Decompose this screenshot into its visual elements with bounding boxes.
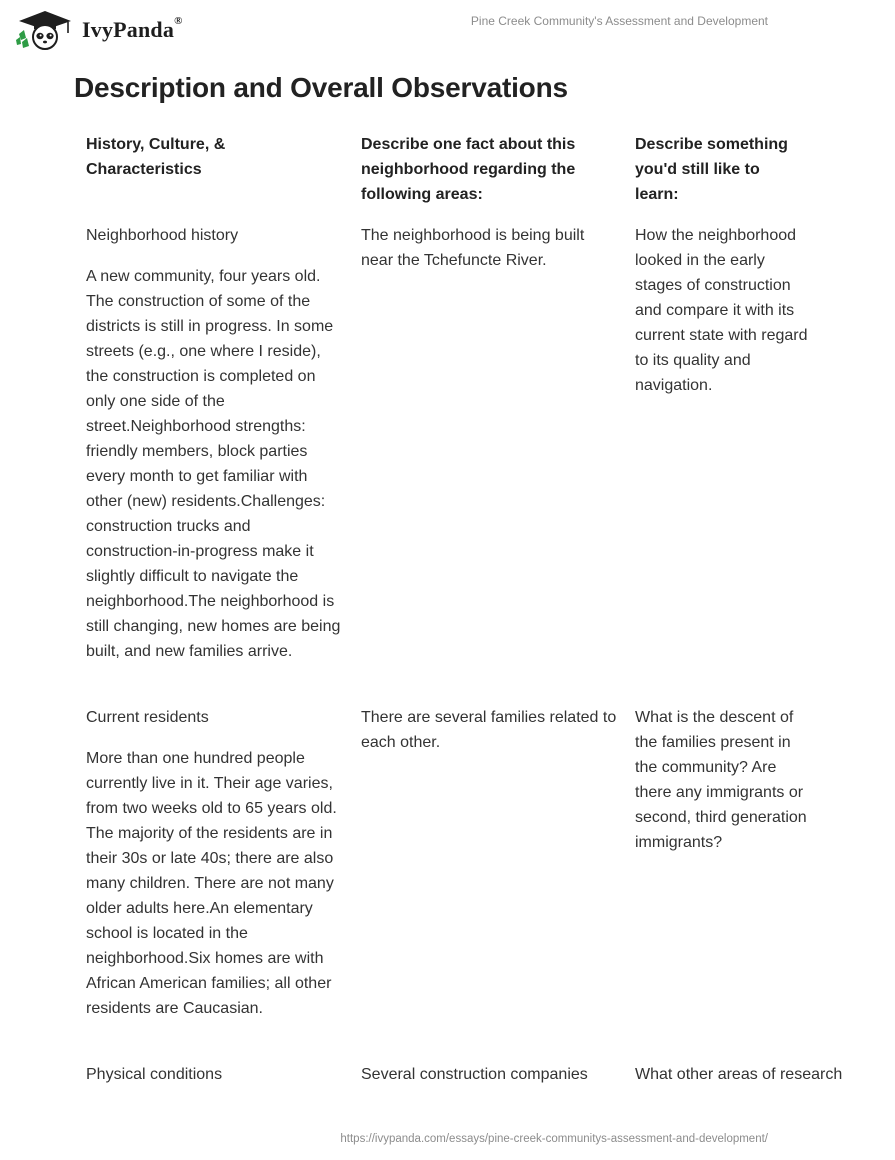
column-header-learn-text: Describe something you'd still like to learn: — [635, 136, 788, 203]
column-header-fact: Describe one fact about this neighborhood regarding the following areas: — [361, 136, 576, 203]
logo-wordmark — [82, 17, 183, 43]
table-row-label-cell — [86, 705, 342, 1021]
page-heading: Description and Overall Observations — [74, 72, 568, 103]
row-label: Physical conditions — [86, 1066, 223, 1083]
row-description: More than one hundred people currently live in it. Their age varies, from two weeks old to 65 years old. The majority of the residents are in their 30s or late 40s; there are also many children. There are not many older adults here.An elementary school is located in the neighborhood.Six homes are with African American families; all other residents are Caucasian. — [86, 750, 337, 1017]
row-fact: There are several families related to each other. — [361, 709, 617, 751]
table-row-learn-cell — [635, 705, 895, 855]
row-learn: How the neighborhood looked in the early stages of construction and compare it with its current state with regard to its quality and navigation. — [635, 227, 808, 394]
footer-url-link[interactable]: https://ivypanda.com/essays/pine-creek-communitys-assessment-and-development/ — [340, 1133, 768, 1145]
document-title: Pine Creek Community's Assessment and Development — [470, 14, 768, 28]
column-header-history: History, Culture, & Characteristics — [86, 136, 226, 178]
table-row-fact-cell — [361, 705, 617, 755]
row-description: A new community, four years old. The construction of some of the districts is still in progress. In some streets (e.g., one where I reside), the construction is completed on only one side of the street.Neighborhood strengths: friendly members, block parties every month to get familiar with other (new) residents.Challenges: construction trucks and construction-in-progress make it slightly difficult to navigate the neighborhood.The neighborhood is still changing, new homes are being built, and new families arrive. — [86, 268, 341, 660]
table-row-label-cell — [86, 223, 342, 664]
row-fact: Several construction companies — [361, 1066, 588, 1083]
table-row-label-cell — [86, 1062, 342, 1087]
logo-text: IvyPanda — [82, 17, 175, 42]
column-header-learn — [635, 132, 895, 207]
page-header — [0, 0, 800, 60]
table-row-learn-cell — [635, 223, 895, 398]
row-learn: What other areas of research — [635, 1066, 843, 1083]
ivypanda-logo[interactable] — [14, 9, 183, 51]
row-label: Current residents — [86, 709, 209, 726]
row-learn: What is the descent of the families present in the community? Are there any immigrants or second, third generation immigrants? — [635, 709, 807, 851]
registered-mark: ® — [174, 15, 183, 27]
row-fact: The neighborhood is being built near the Tchefuncte River. — [361, 227, 585, 269]
table-row-fact-cell — [361, 223, 617, 273]
table-row-fact-cell — [361, 1062, 617, 1087]
table-row-learn-cell — [635, 1062, 895, 1087]
row-label: Neighborhood history — [86, 227, 239, 244]
panda-graduate-icon — [14, 9, 76, 51]
